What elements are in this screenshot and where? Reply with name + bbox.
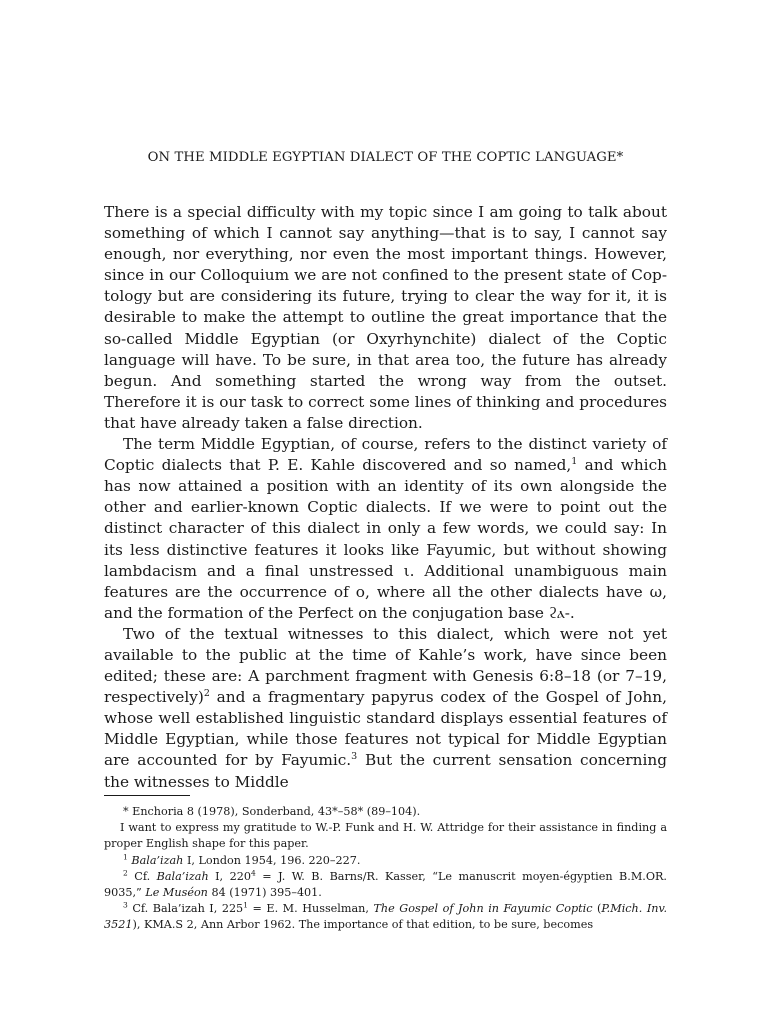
footnote-3	[104, 901, 667, 933]
footnote-2-text-c: 84 (1971) 395–401.	[207, 886, 322, 900]
footnote-ref-2[interactable]: 2	[203, 688, 210, 700]
footnote-2-cf: Cf.	[134, 869, 157, 883]
footnote-1-text: I, London 1954, 196. 220–227.	[183, 853, 361, 867]
footnote-1-title: Bala’izah	[131, 853, 184, 867]
footnote-star: * Enchoria 8 (1978), Sonderband, 43*–58* (89–104).	[123, 805, 421, 818]
footnote-3-text-b: = E. M. Husselman,	[247, 902, 374, 916]
footnote-2-superscript: 4	[250, 868, 256, 878]
footnote-acknowledgement: I want to express my gratitude to W.-P. Funk and H. W. Attridge for their assistance in finding a proper English shape for this paper.	[104, 821, 667, 851]
footnote-3-marker: 3	[123, 900, 128, 910]
footnotes	[104, 804, 667, 934]
footnote-3-text-a: Cf. Bala’izah I, 225	[132, 902, 244, 916]
footnote-2-marker: 2	[123, 868, 128, 878]
paragraph-2-part-a: The term Middle Egyptian, of course, refers to the distinct variety of Coptic dialects that P. E. Kahle discovered and so named,	[104, 435, 667, 475]
footnote-3-inventory: P.Mich. Inv. 3521	[104, 902, 668, 932]
paragraph-1: There is a special difficulty with my topic since I am going to talk about something of which I cannot say anything—that is to say, I cannot say enough, nor everything, nor even the most important things. However, since in our Colloquium we are not confined to the present state of Coptology but are considering its future, trying to clear the way for it, it is desirable to make the attempt to outline the great importance that the so-called Middle Egyptian (or Oxyrhynchite) dialect of the Coptic language will have. To be sure, in that area too, the future has already begun. And something started the wrong way from the outset. Therefore it is our task to correct some lines of thinking and procedures that have already taken a false direction.	[104, 203, 667, 432]
footnote-3-book-title: The Gospel of John in Fayumic Coptic	[373, 902, 593, 916]
paragraph-3-part-a: Two of the textual witnesses to this dialect, which were not yet available to the public at the time of Kahle’s work, have since been edited; these are: A parchment fragment with Genesis 6:8–18 (or 7–19, respectively)	[104, 624, 667, 707]
footnote-divider	[104, 795, 190, 796]
footnote-2-journal: Le Muséon	[145, 886, 208, 900]
body-text	[104, 202, 667, 793]
footnote-2	[104, 869, 667, 901]
footnote-1-marker: 1	[123, 851, 128, 861]
footnote-1	[104, 853, 667, 869]
paragraph-2	[104, 434, 667, 624]
footnote-ref-1[interactable]: 1	[571, 456, 578, 468]
footnote-2-text-b: = J. W. B. Barns/R. Kasser, “Le manuscrit moyen-égyptien B.M.OR. 9035,”	[104, 869, 667, 900]
paragraph-3-part-b: and a fragmentary papyrus codex of the Gospel of John, whose well established linguistic standard displays essential features of Middle Egyptian, while those features not typical for Middle Egyptian are accounted for by Fayumic.	[104, 688, 667, 770]
footnote-2-title: Bala’izah	[156, 869, 209, 883]
page	[104, 0, 667, 1024]
chapter-title: ON THE MIDDLE EGYPTIAN DIALECT OF THE COPTIC LANGUAGE*	[147, 150, 624, 165]
footnote-ref-3[interactable]: 3	[351, 751, 358, 763]
footnote-3-text-c: (	[592, 902, 602, 916]
paragraph-3	[104, 624, 667, 793]
paragraph-2-part-b: and which has now attained a position with an identity of its own alongside the other and earlier-known Coptic dialects. If we were to point out the distinct character of this dialect in only a few words, we could say: In its less distinctive features it looks like Fayumic, but without showing lambdacism and a final unstressed ι. Additional unambiguous main features are the occurrence of o, where all the other dialects have ω, and the formation of the Perfect on the conjugation base ϩⲁ-.	[104, 456, 667, 622]
footnote-3-superscript: 1	[243, 900, 248, 910]
footnote-3-text-d: ), KMA.S 2, Ann Arbor 1962. The importance of that edition, to be sure, becomes	[132, 918, 594, 932]
footnote-2-text-a: I, 220	[208, 869, 251, 883]
paragraph-3-part-c: But the current sensation concerning the witnesses to Middle	[104, 751, 667, 791]
